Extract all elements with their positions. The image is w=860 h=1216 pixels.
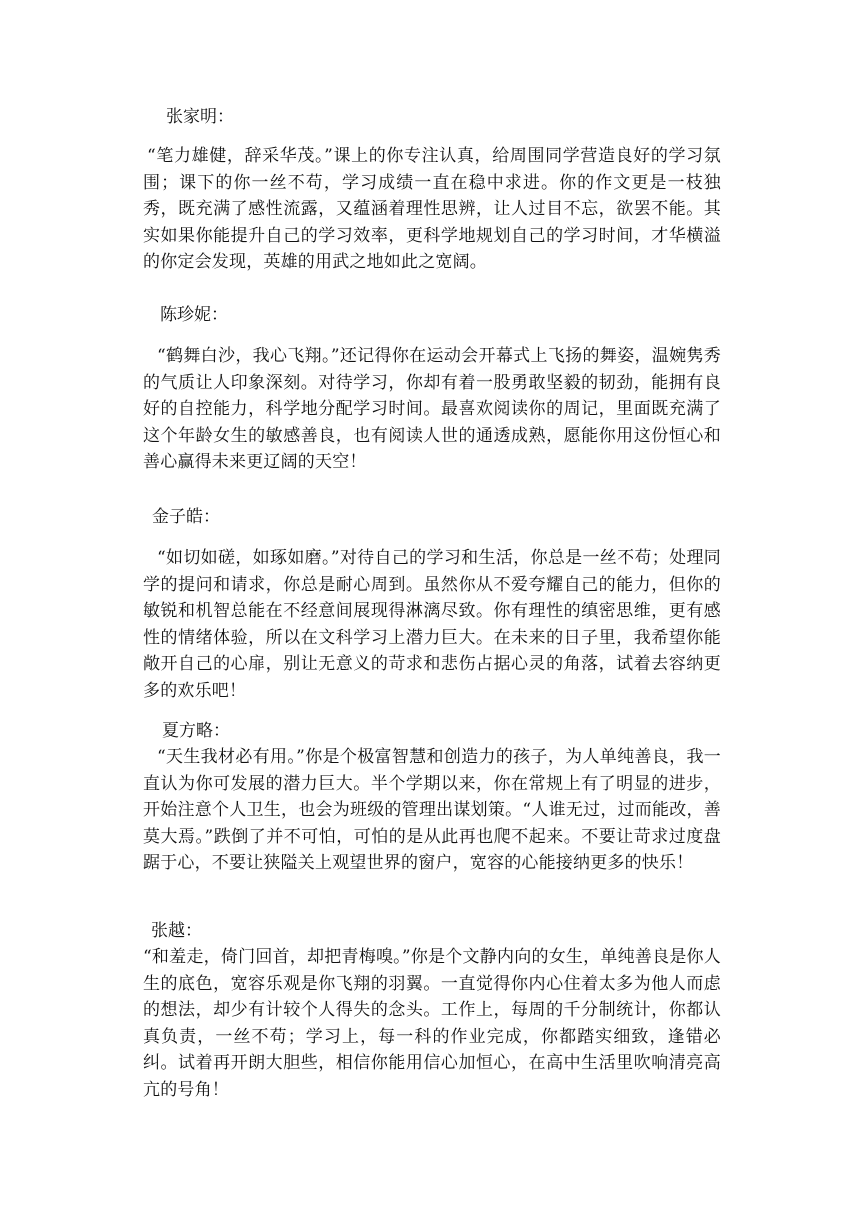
student-name: 陈珍妮： (160, 305, 228, 325)
student-name: 张家明： (166, 107, 234, 127)
student-comment: “笔力雄健，辞采华茂。”课上的你专注认真，给周围同学营造良好的学习氛围；课下的你一丝不苟，学习成绩一直在稳中求进。你的作文更是一枝独秀，既充满了感性流露，又蕴涵着理性思辨，让人过目不忘，欲罢不能。其实如果你能提升自己的学习效率，更科学地规划自己的学习时间，才华横溢的你定会发现，英雄的用武之地如此之宽阔。 (143, 146, 721, 273)
student-comment: “和羞走，倚门回首，却把青梅嗅。”你是个文静内向的女生，单纯善良是你人生的底色，宽容乐观是你飞翔的羽翼。一直觉得你内心住着太多为他人而虑的想法，却少有计较个人得失的念头。工作上，每周的千分制统计，你都认真负责，一丝不苟；学习上，每一科的作业完成，你都踏实细致，逢错必纠。试着再开朗大胆些，相信你能用信心加恒心，在高中生活里吹响清亮高亢的号角！ (143, 947, 721, 1100)
student-name: 夏方略： (162, 721, 230, 741)
student-comment: “鹤舞白沙，我心飞翔。”还记得你在运动会开幕式上飞扬的舞姿，温婉隽秀的气质让人印象深刻。对待学习，你却有着一股勇敢坚毅的韧劲，能拥有良好的自控能力，科学地分配学习时间。最喜欢阅读你的周记，里面既充满了这个年龄女生的敏感善良，也有阅读人世的通透成熟，愿能你用这份恒心和善心赢得未来更辽阔的天空！ (143, 346, 721, 473)
student-comment-entry (143, 918, 721, 1104)
student-comment: “天生我材必有用。”你是个极富智慧和创造力的孩子，为人单纯善良，我一直认为你可发展的潜力巨大。半个学期以来，你在常规上有了明显的进步，开始注意个人卫生，也会为班级的管理出谋划策。“人谁无过，过而能改，善莫大焉。”跌倒了并不可怕，可怕的是从此再也爬不起来。不要让苛求过度盘踞于心，不要让狭隘关上观望世界的窗户，宽容的心能接纳更多的快乐！ (143, 747, 721, 874)
student-name: 张越： (151, 921, 202, 941)
student-comment-entry (143, 302, 721, 476)
student-comment-entry (143, 718, 721, 877)
student-name: 金子皓： (152, 507, 220, 527)
student-comment-entry (143, 104, 721, 276)
student-comment-entry (143, 504, 721, 705)
student-comment: “如切如磋，如琢如磨。”对待自己的学习和生活，你总是一丝不苟；处理同学的提问和请求，你总是耐心周到。虽然你从不爱夸耀自己的能力，但你的敏锐和机智总能在不经意间展现得淋漓尽致。你有理性的缜密思维，更有感性的情绪体验，所以在文科学习上潜力巨大。在未来的日子里，我希望你能敞开自己的心扉，别让无意义的苛求和悲伤占据心灵的角落，试着去容纳更多的欢乐吧！ (143, 548, 721, 701)
